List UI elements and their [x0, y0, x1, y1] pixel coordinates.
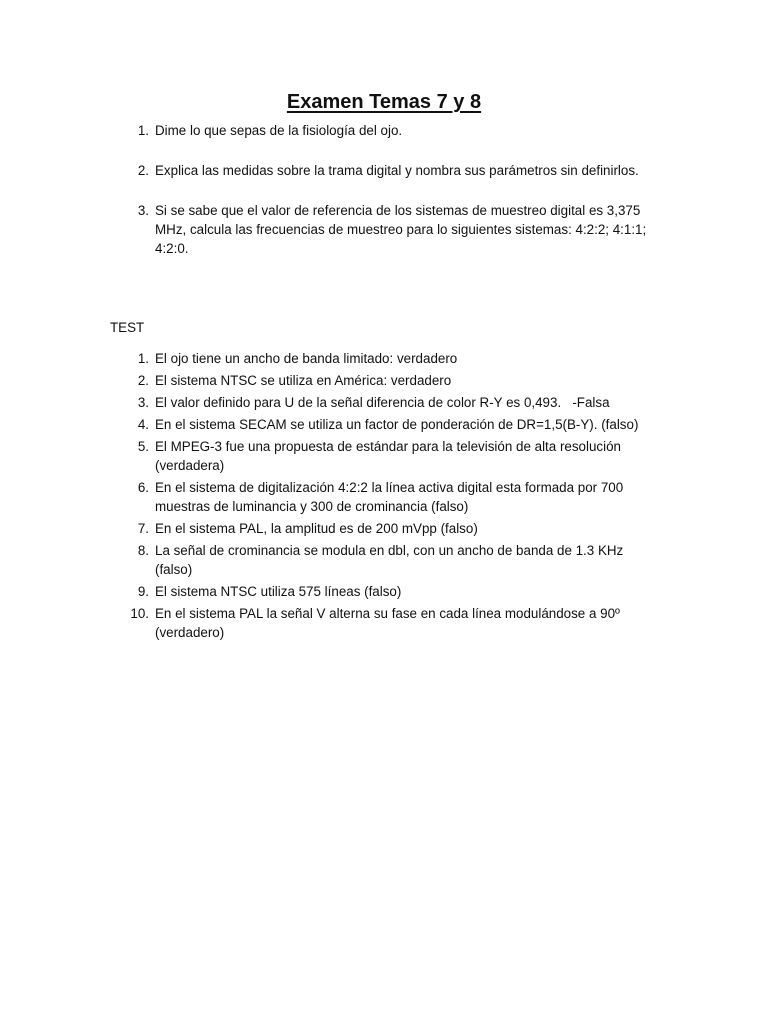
test-item-number: 7.: [137, 521, 149, 536]
test-item-text: El sistema NTSC utiliza 575 líneas (falso): [155, 584, 402, 599]
document-title-text: Examen Temas 7 y 8: [286, 91, 482, 113]
test-item-text: En el sistema PAL la señal V alterna su fase en cada línea modulándose a 90º (verdadero): [155, 606, 620, 640]
test-item: [0, 478, 768, 516]
test-item-number: 9.: [137, 584, 149, 599]
question-text: Explica las medidas sobre la trama digital y nombra sus parámetros sin definirlos.: [155, 163, 639, 178]
test-item-number: 10.: [130, 606, 149, 621]
test-item: [0, 519, 768, 538]
test-item-text: En el sistema de digitalización 4:2:2 la línea activa digital esta formada por 700 muestras de luminancia y 300 de crominancia (falso): [155, 480, 624, 514]
exam-question: [0, 201, 768, 258]
test-item-text: El MPEG-3 fue una propuesta de estándar para la televisión de alta resolución (verdadera): [155, 439, 621, 473]
test-item-number: 2.: [137, 373, 149, 388]
exam-question: [0, 161, 768, 180]
test-item-text: En el sistema PAL, la amplitud es de 200 mVpp (falso): [155, 521, 478, 536]
test-item: [0, 393, 768, 412]
test-item-number: 5.: [137, 439, 149, 454]
exam-question: [0, 121, 768, 140]
exam-question-list: [0, 121, 768, 279]
test-item-list: [0, 349, 768, 645]
test-item-text: En el sistema SECAM se utiliza un factor de ponderación de DR=1,5(B-Y). (falso): [155, 417, 639, 432]
test-item-number: 6.: [137, 480, 149, 495]
question-number: 2.: [137, 163, 149, 178]
test-item: [0, 541, 768, 579]
test-item-text: El ojo tiene un ancho de banda limitado: verdadero: [155, 351, 458, 366]
question-number: 3.: [137, 203, 149, 218]
test-section-heading: TEST: [110, 320, 145, 335]
test-item-number: 3.: [137, 395, 149, 410]
test-item-text: La señal de crominancia se modula en dbl, con un ancho de banda de 1.3 KHz (falso): [155, 543, 624, 577]
question-number: 1.: [137, 123, 149, 138]
test-item-text: El valor definido para U de la señal diferencia de color R-Y es 0,493. -Falsa: [155, 395, 610, 410]
test-item-number: 4.: [137, 417, 149, 432]
question-text: Si se sabe que el valor de referencia de los sistemas de muestreo digital es 3,375 MHz, calcula las frecuencias de muestreo para lo siguientes sistemas: 4:2:2; 4:1:1; 4:2:0.: [155, 203, 647, 256]
test-item: [0, 604, 768, 642]
test-item: [0, 415, 768, 434]
document-title: [0, 88, 768, 116]
test-item: [0, 437, 768, 475]
test-item-number: 1.: [137, 351, 149, 366]
test-item-number: 8.: [137, 543, 149, 558]
test-item-text: El sistema NTSC se utiliza en América: verdadero: [155, 373, 452, 388]
test-item: [0, 371, 768, 390]
test-item: [0, 349, 768, 368]
test-item: [0, 582, 768, 601]
question-text: Dime lo que sepas de la fisiología del ojo.: [155, 123, 403, 138]
